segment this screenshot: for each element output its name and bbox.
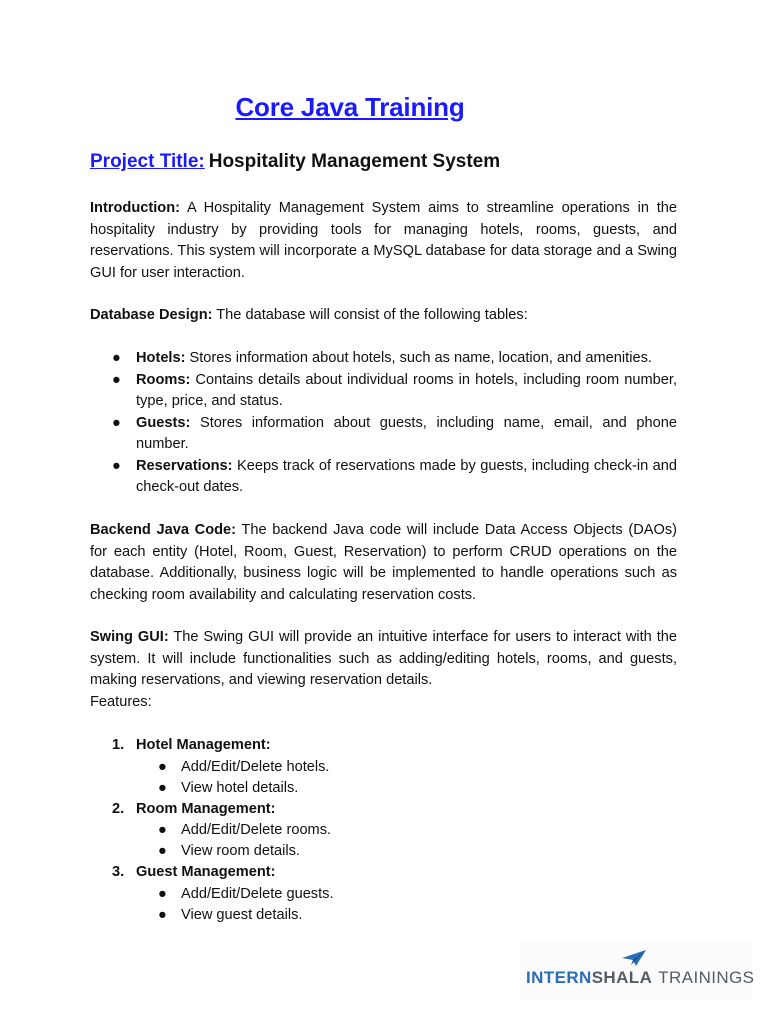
list-item — [136, 820, 677, 841]
project-title-value: Hospitality Management System — [208, 151, 501, 172]
features-list — [90, 735, 677, 926]
database-design-paragraph — [90, 305, 677, 327]
feature-subitem-text: Add/Edit/Delete rooms. — [181, 822, 332, 838]
swing-gui-text: The Swing GUI will provide an intuitive interface for users to interact with the system. It will include functionalities such as adding/editing hotels, rooms, and guests, making reservations, and viewing reservation details. — [90, 629, 677, 688]
bullet-icon: ● — [158, 822, 167, 838]
table-description: Stores information about hotels, such as name, location, and amenities. — [185, 350, 652, 366]
list-item — [90, 456, 677, 499]
table-description: Keeps track of reservations made by guests, including check-in and check-out dates. — [136, 457, 677, 495]
features-label: Features: — [90, 694, 152, 710]
list-item — [90, 413, 677, 456]
bullet-icon: ● — [112, 457, 121, 474]
feature-subitem-text: View hotel details. — [181, 779, 299, 796]
feature-subitem-text: Add/Edit/Delete hotels. — [181, 758, 330, 775]
list-item — [136, 778, 677, 799]
feature-sublist — [136, 757, 677, 799]
backend-text: The backend Java code will include Data Access Objects (DAOs) for each entity (Hotel, Room, Guest, Reservation) to perform CRUD operations on the database. Additionally, business logic will be implemented to handle operations such as checking room availability and calculating reservation costs. — [90, 522, 677, 603]
logo-trainings-text: TRAININGS — [658, 968, 755, 987]
feature-label: Room Management: — [136, 800, 276, 817]
internshala-trainings-logo — [520, 940, 755, 1000]
bullet-icon: ● — [112, 371, 121, 388]
feature-label: Guest Management: — [136, 864, 276, 880]
list-item — [136, 757, 677, 778]
backend-label: Backend Java Code: — [90, 522, 236, 538]
table-description: Contains details about individual rooms in hotels, including room number, type, price, and status. — [136, 371, 677, 409]
table-label: Hotels: — [136, 350, 186, 366]
feature-subitem-text: View room details. — [181, 843, 300, 859]
swing-gui-paragraph — [90, 627, 677, 692]
bullet-icon: ● — [158, 779, 167, 796]
table-label: Guests: — [136, 414, 191, 431]
feature-item — [90, 799, 677, 863]
table-label: Rooms: — [136, 371, 191, 388]
introduction-paragraph — [90, 198, 677, 284]
list-item — [90, 348, 677, 370]
swing-gui-label: Swing GUI: — [90, 629, 169, 645]
feature-number: 3. — [112, 864, 125, 880]
feature-subitem-text: Add/Edit/Delete guests. — [181, 885, 334, 902]
project-title — [90, 151, 500, 173]
table-description: Stores information about guests, including name, email, and phone number. — [136, 414, 677, 452]
project-title-label: Project Title: — [90, 151, 205, 172]
feature-number: 2. — [112, 800, 125, 817]
feature-sublist — [136, 884, 677, 926]
logo-shala-text: SHALA — [591, 968, 653, 987]
bullet-icon: ● — [158, 758, 167, 775]
feature-number: 1. — [112, 737, 125, 753]
table-label: Reservations: — [136, 457, 233, 474]
feature-item — [90, 735, 677, 799]
bullet-icon: ● — [112, 350, 121, 366]
paper-plane-icon — [620, 949, 648, 967]
logo-wordmark — [526, 968, 754, 988]
bullet-icon: ● — [158, 885, 167, 902]
logo-intern-text: INTERN — [526, 968, 592, 987]
list-item — [136, 841, 677, 862]
feature-item — [90, 862, 677, 926]
bullet-icon: ● — [158, 843, 167, 859]
database-design-label: Database Design: — [90, 307, 213, 323]
backend-paragraph — [90, 520, 677, 606]
bullet-icon: ● — [158, 906, 167, 923]
list-item — [136, 884, 677, 905]
feature-subitem-text: View guest details. — [181, 906, 303, 923]
database-design-text: The database will consist of the following tables: — [212, 307, 528, 323]
feature-label: Hotel Management: — [136, 737, 271, 753]
feature-sublist — [136, 820, 677, 862]
bullet-icon: ● — [112, 414, 121, 431]
introduction-text: A Hospitality Management System aims to streamline operations in the hospitality industry by providing tools for managing hotels, rooms, guests, and reservations. This system will incorporate a MySQL database for data storage and a Swing GUI for user interaction. — [90, 200, 677, 281]
introduction-label: Introduction: — [90, 200, 180, 216]
list-item — [136, 905, 677, 926]
tables-list — [90, 348, 677, 499]
document-title: Core Java Training — [235, 92, 465, 122]
list-item — [90, 370, 677, 413]
